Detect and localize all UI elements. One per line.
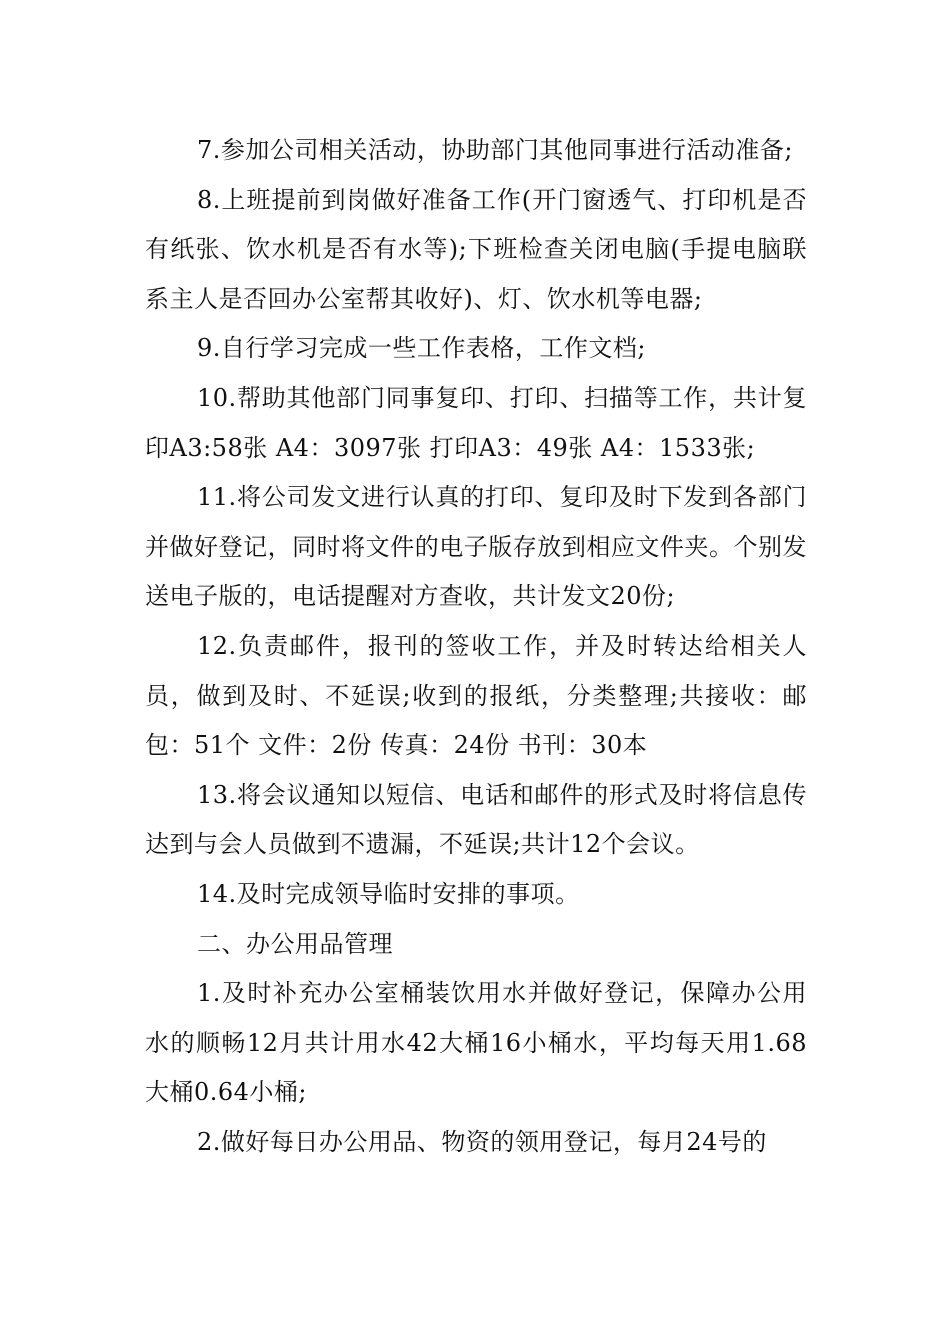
paragraph-item-supplies-1: 1.及时补充办公室桶装饮用水并做好登记，保障办公用水的顺畅12月共计用水42大桶16小桶水，平均每天用1.68大桶0.64小桶;	[145, 979, 807, 1107]
document-body	[145, 126, 807, 1167]
paragraph-item-supplies-2: 2.做好每日办公用品、物资的领用登记，每月24号的	[197, 1127, 767, 1156]
paragraph-item-7: 7.参加公司相关活动，协助部门其他同事进行活动准备;	[197, 136, 793, 164]
paragraph-item-14: 14.及时完成领导临时安排的事项。	[197, 879, 580, 908]
paragraph-item-8: 8.上班提前到岗做好准备工作(开门窗透气、打印机是否有纸张、饮水机是否有水等);下班检查关闭电脑(手提电脑联系主人是否回办公室帮其收好)、灯、饮水机等电器;	[145, 185, 807, 313]
paragraph-item-13: 13.将会议通知以短信、电话和邮件的形式及时将信息传达到与会人员做到不遗漏，不延误;共计12个会议。	[145, 780, 807, 859]
paragraph-item-9: 9.自行学习完成一些工作表格，工作文档;	[197, 334, 646, 363]
paragraph-item-12: 12.负责邮件，报刊的签收工作，并及时转达给相关人员，做到及时、不延误;收到的报纸，分类整理;共接收：邮包：51个 文件：2份 传真：24份 书刊：30本	[145, 631, 807, 760]
paragraph-item-11: 11.将公司发文进行认真的打印、复印及时下发到各部门并做好登记，同时将文件的电子版存放到相应文件夹。个别发送电子版的，电话提醒对方查收，共计发文20份;	[145, 483, 807, 611]
section-heading-office-supplies: 二、办公用品管理	[197, 929, 393, 958]
paragraph-item-10: 10.帮助其他部门同事复印、打印、扫描等工作，共计复印A3:58张 A4：3097张 打印A3：49张 A4：1533张;	[145, 383, 807, 462]
